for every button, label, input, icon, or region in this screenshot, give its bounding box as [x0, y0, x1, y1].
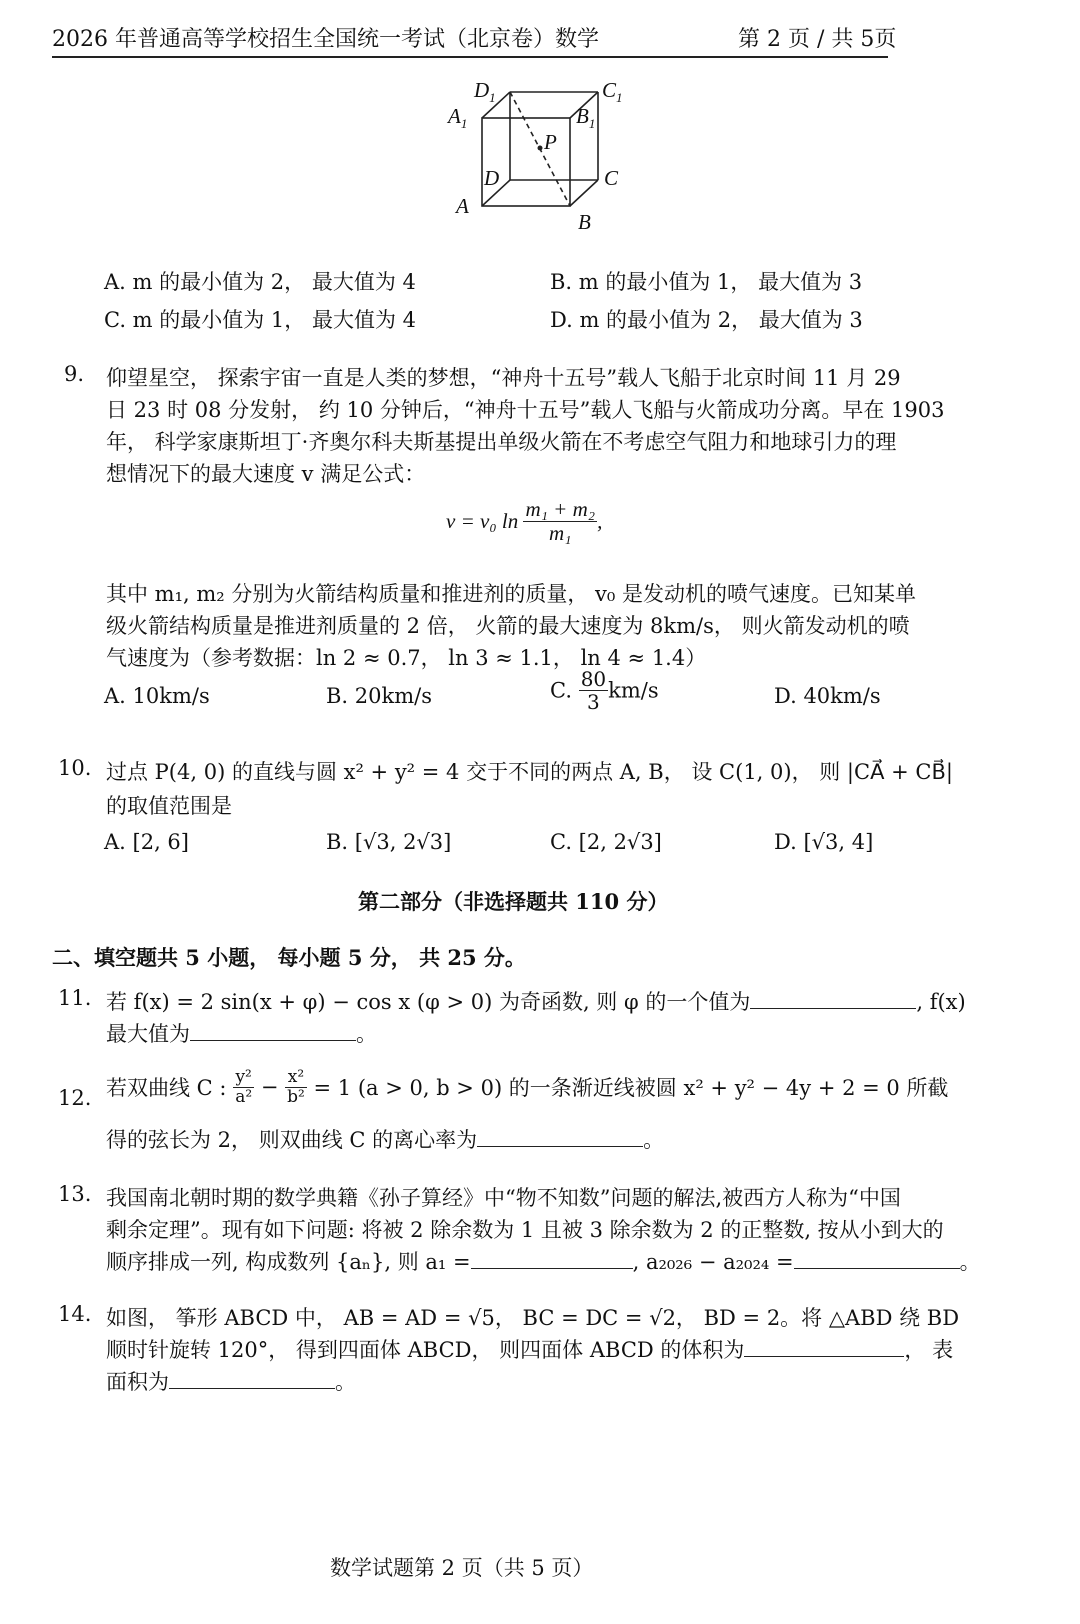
- label-a1: $A_1$: [448, 104, 468, 132]
- q9-option-b[interactable]: B. 20km/s: [326, 684, 432, 708]
- label-b: B: [578, 210, 591, 234]
- q11-blank-2[interactable]: [190, 1020, 356, 1041]
- q8-option-d[interactable]: D. m 的最小值为 2， 最大值为 3: [550, 308, 863, 332]
- q13-blank-2[interactable]: [794, 1248, 960, 1269]
- q13-line-1: 我国南北朝时期的数学典籍《孙子算经》中“物不知数”问题的解法,被西方人称为“中国: [106, 1186, 901, 1210]
- q9-line-2: 日 23 时 08 分发射， 约 10 分钟后，“神舟十五号”载人飞船与火箭成功分离。早在 1903: [106, 398, 945, 422]
- label-p: P: [544, 130, 557, 154]
- section2-heading: 二、填空题共 5 小题， 每小题 5 分， 共 25 分。: [52, 945, 526, 970]
- q12-line-2: 得的弦长为 2， 则双曲线 C 的离心率为 。: [106, 1128, 665, 1152]
- page-indicator: 第 2 页 / 共 5页: [738, 27, 897, 52]
- q14-blank-2[interactable]: [169, 1368, 335, 1389]
- q9-line-4: 想情况下的最大速度 v 满足公式：: [106, 462, 426, 486]
- q9-line-1: 仰望星空， 探索宇宙一直是人类的梦想，“神舟十五号”载人飞船于北京时间 11 月 29: [106, 366, 901, 390]
- q10-line-1: 过点 P(4, 0) 的直线与圆 x² + y² = 4 交于不同的两点 A, B， 设 C(1, 0)， 则 |CA⃗ + CB⃗|: [106, 760, 953, 784]
- q12-number: 12.: [58, 1086, 92, 1110]
- header-rule: [52, 56, 888, 58]
- exam-title: 2026 年普通高等学校招生全国统一考试（北京卷）数学: [52, 27, 599, 52]
- q9-formula: v = v₀ ln $\frac{\text{m₁ + m₂}}{\text{m₁}}$ ,: [446, 497, 603, 546]
- q8-option-a[interactable]: A. m 的最小值为 2， 最大值为 4: [104, 270, 416, 294]
- q10-option-b[interactable]: B. [√3, 2√3]: [326, 830, 452, 854]
- q13-line-3: 顺序排成一列, 构成数列 {aₙ}, 则 a₁ = , a₂₀₂₆ − a₂₀₂₄ = 。: [106, 1250, 981, 1274]
- q11-line-1: 若 f(x) = 2 sin(x + φ) − cos x (φ > 0) 为奇函数, 则 φ 的一个值为 , f(x): [106, 990, 966, 1014]
- q9-option-c[interactable]: C. $\frac{80}{3}$ km/s: [550, 667, 659, 714]
- page-footer: 数学试题第 2 页（共 5 页）: [330, 1556, 594, 1580]
- q14-line-3: 面积为 。: [106, 1370, 356, 1394]
- q11-line-2: 最大值为 。: [106, 1022, 377, 1046]
- q12-line-1: 若双曲线 C : $\frac{\text{y²}}{\text{a²}}$ − $\frac{\text{x²}}{\text{b²}}$ = 1 (a > 0, b > 0) 的一条渐近线被圆 x² + y² − 4y + 2 = 0 所截: [106, 1067, 949, 1107]
- part2-heading: 第二部分（非选择题共 110 分）: [358, 889, 669, 914]
- q14-blank-1[interactable]: [744, 1336, 904, 1357]
- q9-line-7: 气速度为（参考数据：ln 2 ≈ 0.7， ln 3 ≈ 1.1， ln 4 ≈ 1.4）: [106, 646, 707, 670]
- q10-option-d[interactable]: D. [√3, 4]: [774, 830, 874, 854]
- q13-number: 13.: [58, 1182, 92, 1206]
- q10-line-2: 的取值范围是: [106, 794, 232, 818]
- q9-number: 9.: [64, 362, 85, 386]
- q13-line-2: 剩余定理”。现有如下问题: 将被 2 除余数为 1 且被 3 除余数为 2 的正整数, 按从小到大的: [106, 1218, 944, 1242]
- q9-line-5: 其中 m₁, m₂ 分别为火箭结构质量和推进剂的质量， v₀ 是发动机的喷气速度。已知某单: [106, 582, 916, 606]
- q11-number: 11.: [58, 986, 92, 1010]
- label-c1: $C_1$: [602, 78, 623, 106]
- label-c: C: [604, 166, 619, 190]
- q12-blank[interactable]: [477, 1126, 643, 1147]
- q9-line-3: 年， 科学家康斯坦丁·齐奥尔科夫斯基提出单级火箭在不考虑空气阻力和地球引力的理: [106, 430, 897, 454]
- label-b1: $B_1$: [576, 104, 596, 132]
- q11-blank-1[interactable]: [750, 988, 916, 1009]
- q13-blank-1[interactable]: [471, 1248, 633, 1269]
- q10-number: 10.: [58, 756, 92, 780]
- label-a: A: [456, 194, 469, 218]
- q9-option-a[interactable]: A. 10km/s: [104, 684, 210, 708]
- q9-line-6: 级火箭结构质量是推进剂质量的 2 倍， 火箭的最大速度为 8km/s， 则火箭发动机的喷: [106, 614, 910, 638]
- q14-number: 14.: [58, 1302, 92, 1326]
- q14-line-1: 如图， 筝形 ABCD 中， AB = AD = √5， BC = DC = √2， BD = 2。将 △ABD 绕 BD: [106, 1306, 960, 1330]
- q9-option-d[interactable]: D. 40km/s: [774, 684, 881, 708]
- q8-option-b[interactable]: B. m 的最小值为 1， 最大值为 3: [550, 270, 863, 294]
- label-d1: $D_1$: [474, 78, 496, 106]
- label-d: D: [484, 166, 500, 190]
- q14-line-2: 顺时针旋转 120°， 得到四面体 ABCD， 则四面体 ABCD 的体积为 ， 表: [106, 1338, 954, 1362]
- q10-option-c[interactable]: C. [2, 2√3]: [550, 830, 662, 854]
- q10-option-a[interactable]: A. [2, 6]: [104, 830, 189, 854]
- q8-option-c[interactable]: C. m 的最小值为 1， 最大值为 4: [104, 308, 417, 332]
- point-p: [538, 146, 543, 151]
